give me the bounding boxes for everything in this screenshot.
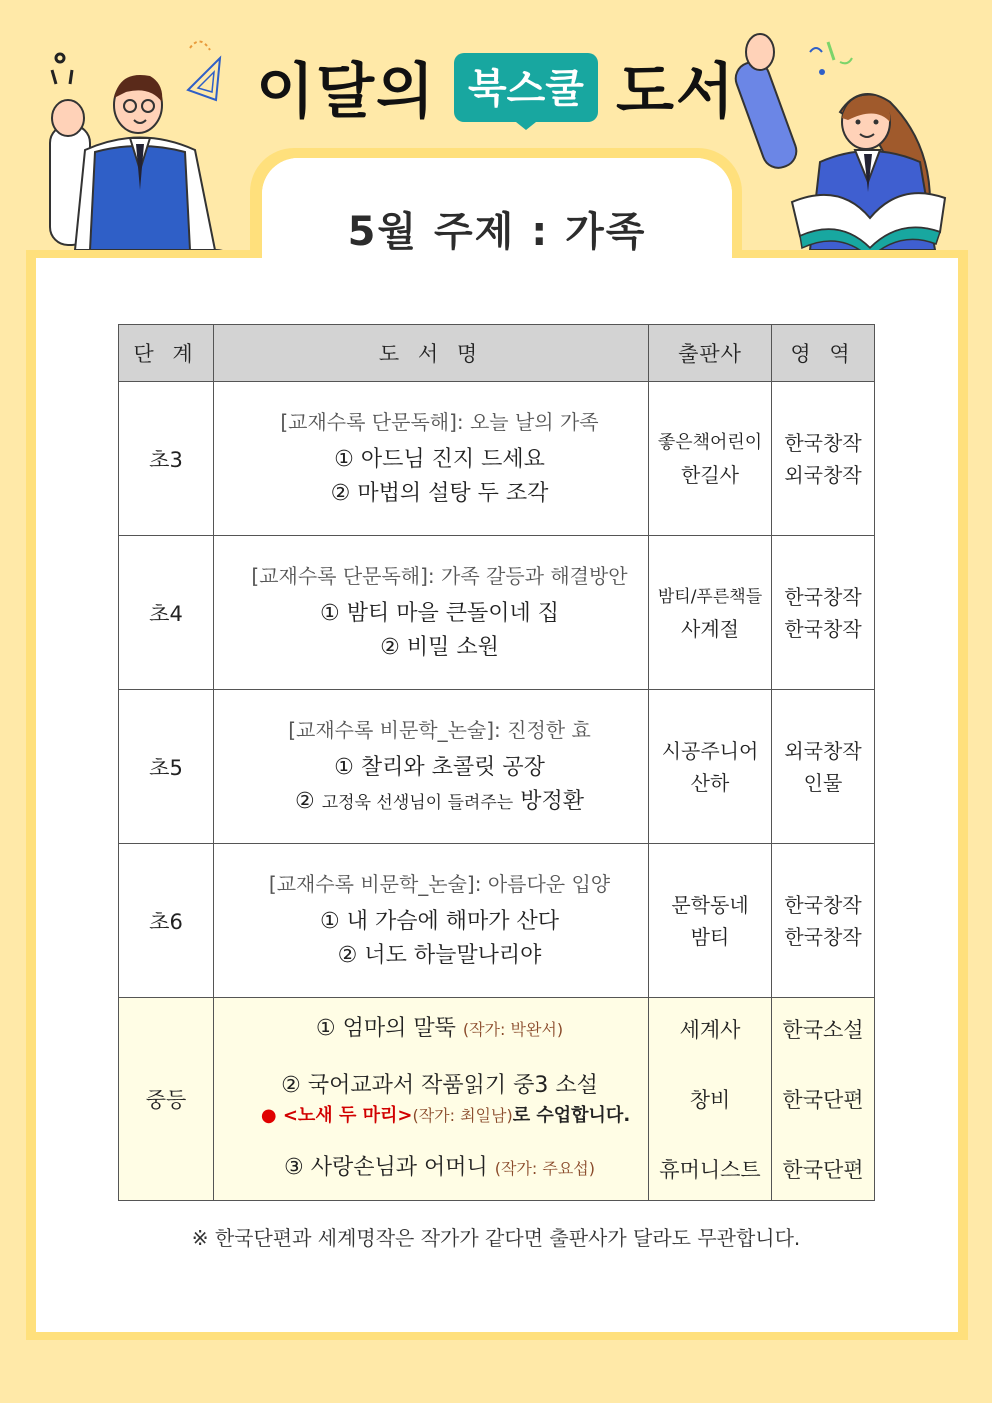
book-title-text: ① 엄마의 말뚝 [315,1016,463,1041]
publisher: 밤티 [690,924,730,949]
category-label: [교재수록 비문학_논술]: 아름다운 입양 [268,872,611,896]
publisher: 시공주니어 [661,738,759,763]
author-note: (작가: 박완서) [462,1020,564,1039]
table-row [119,690,875,844]
title-left: 이달의 [256,57,437,127]
book-title: ② 비밀 소원 [380,635,499,660]
book-title [232,1153,647,1184]
level-cell: 초6 [119,844,214,998]
title-cell [214,690,649,844]
publisher: 좋은책어린이 [657,431,763,453]
book-title-composite [232,785,647,820]
book-title: ② 국어교과서 작품읽기 중3 소설 [281,1073,598,1098]
area: 한국창작 [784,892,862,917]
book-title [232,1014,647,1045]
level-cell: 초3 [119,382,214,536]
header-title: 도 서 명 [214,325,649,382]
table-row [119,382,875,536]
red-dot-icon: ● [260,1105,277,1126]
area: 한국창작 [784,584,862,609]
header-level: 단 계 [119,325,214,382]
area: 외국창작 [784,462,862,487]
table-row-middle-school [119,998,875,1201]
category-label: [교재수록 비문학_논술]: 진정한 효 [288,717,591,742]
header-area: 영 역 [772,325,875,382]
book-title: ② 마법의 설탕 두 조각 [330,481,549,506]
header-publisher: 출판사 [649,325,772,382]
table-header-row [119,325,875,382]
publisher: 한길사 [681,462,739,487]
note-author: (작가: 최일남) [412,1106,513,1125]
page-title [0,52,992,127]
publisher-cell [649,844,772,998]
title-cell [214,536,649,690]
author-note: (작가: 주요섭) [494,1159,595,1178]
book-number: ② [295,788,322,814]
publisher: 밤티/푸른책들 [657,586,763,607]
area-cell [772,690,875,844]
area-cell [772,844,875,998]
publisher: 문학동네 [671,892,749,917]
area: 인물 [803,770,843,795]
category-label: [교재수록 단문독해]: 가족 갈등과 해결방안 [251,564,628,588]
publisher: 세계사 [679,1018,741,1042]
book-table [118,324,875,1201]
area: 한국소설 [782,1018,864,1042]
level-cell: 중등 [119,998,214,1201]
area: 한국단편 [782,1158,864,1182]
title-cell [214,382,649,536]
book-title: ② 너도 하늘말나리야 [337,943,542,968]
publisher-cell [649,998,772,1201]
title-cell [214,844,649,998]
footnote: ※ 한국단편과 세계명작은 작가가 같다면 출판사가 달라도 무관합니다. [191,1226,801,1250]
area: 한국창작 [784,924,862,949]
title-right: 도서 [615,57,736,127]
subtitle: 5월 주제 : 가족 [347,209,647,255]
category-label: [교재수록 단문독해]: 오늘 날의 가족 [280,410,599,434]
area: 한국단편 [782,1088,864,1112]
publisher-cell [649,690,772,844]
book-title-main: 방정환 [513,788,584,814]
table-row [119,844,875,998]
publisher: 사계절 [681,616,739,641]
note-title: <노새 두 마리> [282,1105,413,1126]
area-cell [772,998,875,1201]
book-title: ① 밤티 마을 큰돌이네 집 [320,601,559,626]
area-cell [772,382,875,536]
title-cell [214,998,649,1201]
area-cell [772,536,875,690]
class-note [244,1101,647,1127]
area: 외국창작 [784,738,862,763]
book-title: ① 아드님 진지 드세요 [334,447,545,472]
book-title: ① 찰리와 초콜릿 공장 [334,754,545,780]
note-tail: 로 수업합니다. [512,1105,631,1126]
area: 한국창작 [784,430,862,455]
area: 한국창작 [784,616,862,641]
book-title-text: ③ 사랑손님과 어머니 [284,1155,495,1180]
table-row [119,536,875,690]
book-title-small: 고정욱 선생님이 들려주는 [321,792,514,813]
publisher: 창비 [689,1088,731,1112]
publisher: 산하 [690,770,730,795]
level-cell: 초5 [119,690,214,844]
level-cell: 초4 [119,536,214,690]
book-title: ① 내 가슴에 해마가 산다 [320,909,559,934]
publisher-cell [649,382,772,536]
publisher-cell [649,536,772,690]
title-badge: 북스쿨 [454,53,598,122]
publisher: 휴머니스트 [659,1158,761,1182]
